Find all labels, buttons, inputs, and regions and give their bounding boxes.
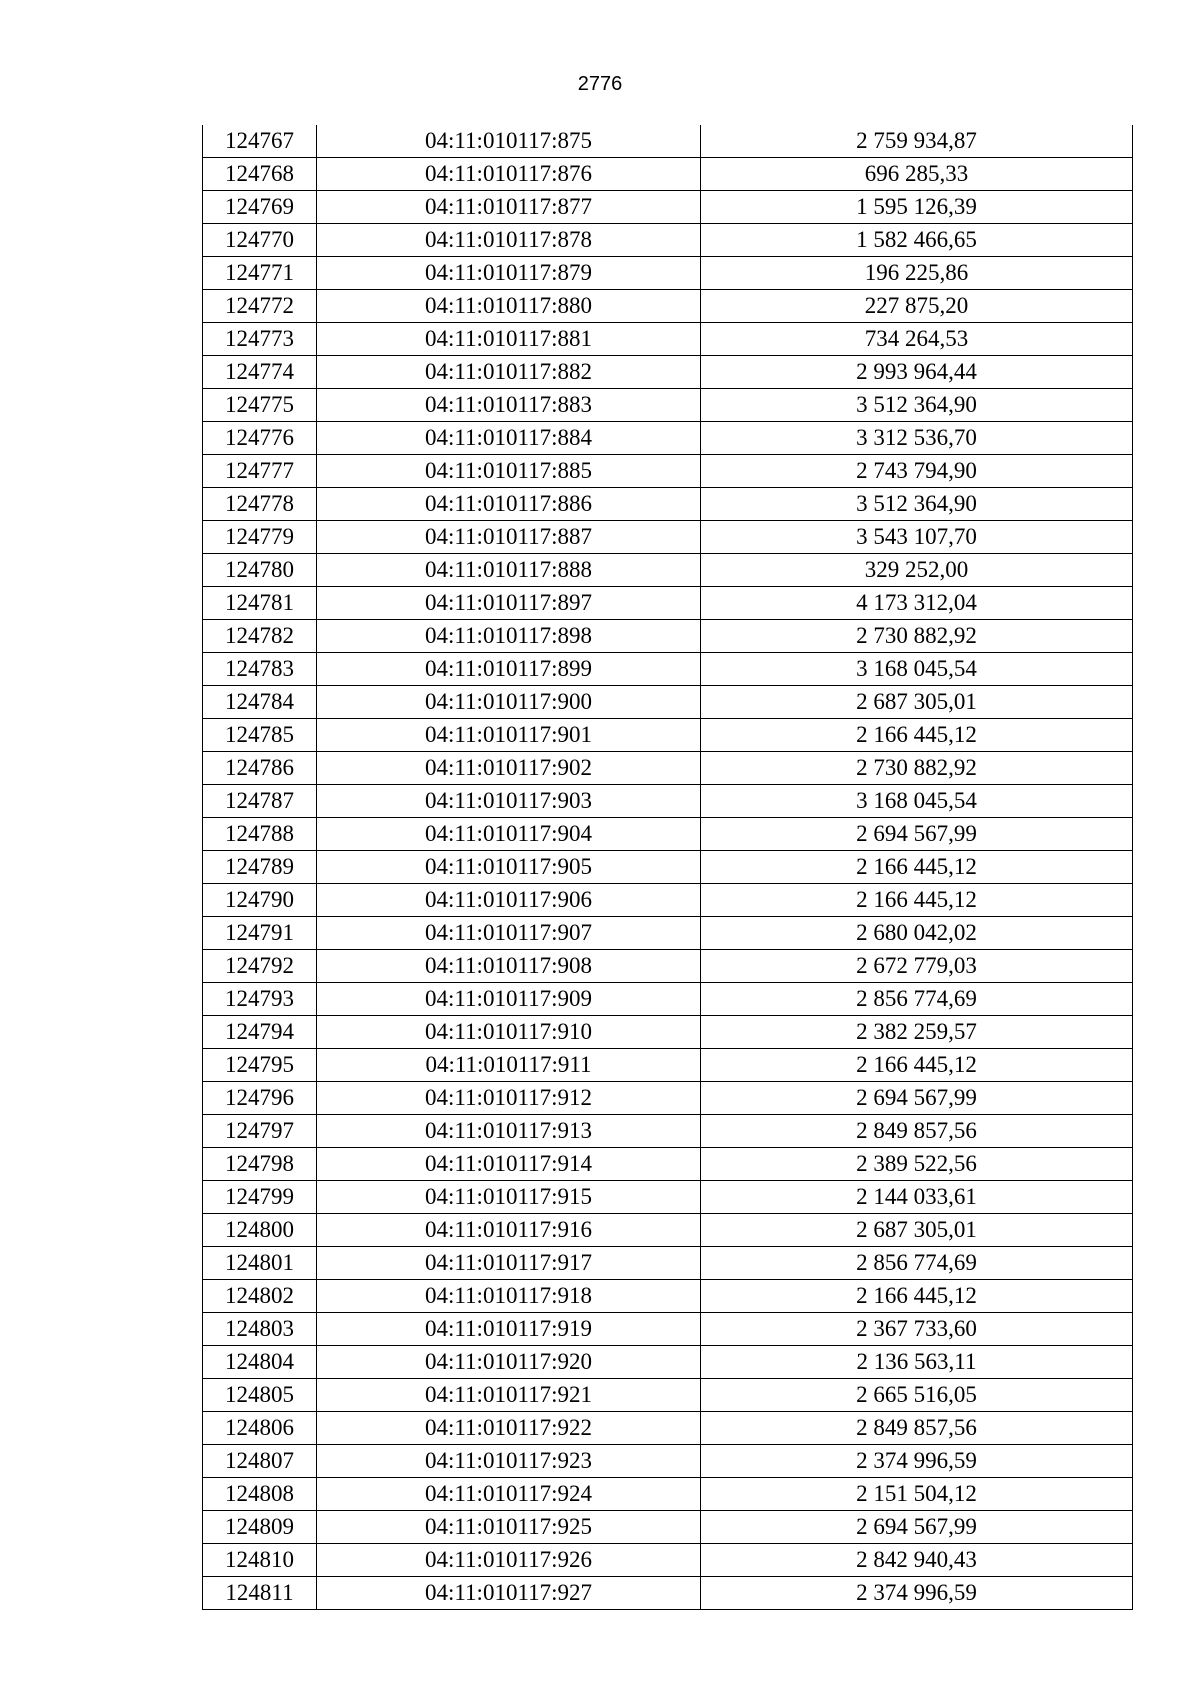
- cadastral-number-cell: 04:11:010117:924: [317, 1478, 701, 1511]
- value-cell: 1 582 466,65: [701, 224, 1133, 257]
- table-row: [203, 785, 1133, 818]
- table-row: [203, 1148, 1133, 1181]
- row-number-cell: 124785: [203, 719, 317, 752]
- value-cell: 2 665 516,05: [701, 1379, 1133, 1412]
- cadastral-number-cell: 04:11:010117:899: [317, 653, 701, 686]
- cadastral-number-cell: 04:11:010117:900: [317, 686, 701, 719]
- value-cell: 2 993 964,44: [701, 356, 1133, 389]
- table-row: [203, 1445, 1133, 1478]
- cadastral-number-cell: 04:11:010117:918: [317, 1280, 701, 1313]
- cadastral-number-cell: 04:11:010117:898: [317, 620, 701, 653]
- data-table: [202, 125, 1133, 1610]
- table-row: [203, 224, 1133, 257]
- value-cell: 2 759 934,87: [701, 125, 1133, 158]
- row-number-cell: 124779: [203, 521, 317, 554]
- value-cell: 2 382 259,57: [701, 1016, 1133, 1049]
- table-row: [203, 323, 1133, 356]
- cadastral-number-cell: 04:11:010117:897: [317, 587, 701, 620]
- cadastral-number-cell: 04:11:010117:881: [317, 323, 701, 356]
- table-row: [203, 1577, 1133, 1610]
- value-cell: 2 849 857,56: [701, 1412, 1133, 1445]
- value-cell: 2 374 996,59: [701, 1577, 1133, 1610]
- row-number-cell: 124796: [203, 1082, 317, 1115]
- row-number-cell: 124767: [203, 125, 317, 158]
- value-cell: 2 856 774,69: [701, 983, 1133, 1016]
- table-row: [203, 521, 1133, 554]
- row-number-cell: 124773: [203, 323, 317, 356]
- row-number-cell: 124809: [203, 1511, 317, 1544]
- row-number-cell: 124793: [203, 983, 317, 1016]
- row-number-cell: 124806: [203, 1412, 317, 1445]
- value-cell: 1 595 126,39: [701, 191, 1133, 224]
- row-number-cell: 124791: [203, 917, 317, 950]
- cadastral-number-cell: 04:11:010117:925: [317, 1511, 701, 1544]
- value-cell: 196 225,86: [701, 257, 1133, 290]
- value-cell: 2 856 774,69: [701, 1247, 1133, 1280]
- row-number-cell: 124804: [203, 1346, 317, 1379]
- table-row: [203, 554, 1133, 587]
- value-cell: 2 842 940,43: [701, 1544, 1133, 1577]
- row-number-cell: 124769: [203, 191, 317, 224]
- value-cell: 329 252,00: [701, 554, 1133, 587]
- page-number: 2776: [577, 73, 623, 95]
- cadastral-number-cell: 04:11:010117:906: [317, 884, 701, 917]
- value-cell: 3 168 045,54: [701, 785, 1133, 818]
- value-cell: 2 687 305,01: [701, 1214, 1133, 1247]
- table-row: [203, 1379, 1133, 1412]
- value-cell: 4 173 312,04: [701, 587, 1133, 620]
- table-row: [203, 1412, 1133, 1445]
- row-number-cell: 124781: [203, 587, 317, 620]
- row-number-cell: 124799: [203, 1181, 317, 1214]
- value-cell: 3 543 107,70: [701, 521, 1133, 554]
- table-row: [203, 290, 1133, 323]
- cadastral-number-cell: 04:11:010117:877: [317, 191, 701, 224]
- table-row: [203, 1478, 1133, 1511]
- row-number-cell: 124772: [203, 290, 317, 323]
- table-row: [203, 1511, 1133, 1544]
- table-row: [203, 191, 1133, 224]
- table-row: [203, 1016, 1133, 1049]
- cadastral-number-cell: 04:11:010117:901: [317, 719, 701, 752]
- value-cell: 3 512 364,90: [701, 389, 1133, 422]
- row-number-cell: 124802: [203, 1280, 317, 1313]
- table-row: [203, 1247, 1133, 1280]
- table-row: [203, 917, 1133, 950]
- row-number-cell: 124776: [203, 422, 317, 455]
- row-number-cell: 124801: [203, 1247, 317, 1280]
- cadastral-number-cell: 04:11:010117:911: [317, 1049, 701, 1082]
- table-row: [203, 620, 1133, 653]
- value-cell: 2 687 305,01: [701, 686, 1133, 719]
- cadastral-number-cell: 04:11:010117:880: [317, 290, 701, 323]
- cadastral-number-cell: 04:11:010117:917: [317, 1247, 701, 1280]
- table-row: [203, 1181, 1133, 1214]
- cadastral-number-cell: 04:11:010117:920: [317, 1346, 701, 1379]
- cadastral-number-cell: 04:11:010117:887: [317, 521, 701, 554]
- row-number-cell: 124768: [203, 158, 317, 191]
- cadastral-number-cell: 04:11:010117:922: [317, 1412, 701, 1445]
- value-cell: 3 168 045,54: [701, 653, 1133, 686]
- value-cell: 3 312 536,70: [701, 422, 1133, 455]
- value-cell: 2 694 567,99: [701, 1082, 1133, 1115]
- value-cell: 2 672 779,03: [701, 950, 1133, 983]
- cadastral-number-cell: 04:11:010117:884: [317, 422, 701, 455]
- table-row: [203, 158, 1133, 191]
- row-number-cell: 124792: [203, 950, 317, 983]
- row-number-cell: 124782: [203, 620, 317, 653]
- table-row: [203, 1082, 1133, 1115]
- value-cell: 2 694 567,99: [701, 818, 1133, 851]
- cadastral-number-cell: 04:11:010117:878: [317, 224, 701, 257]
- row-number-cell: 124783: [203, 653, 317, 686]
- row-number-cell: 124780: [203, 554, 317, 587]
- row-number-cell: 124770: [203, 224, 317, 257]
- table-row: [203, 1049, 1133, 1082]
- value-cell: 2 849 857,56: [701, 1115, 1133, 1148]
- row-number-cell: 124787: [203, 785, 317, 818]
- table-row: [203, 587, 1133, 620]
- cadastral-number-cell: 04:11:010117:882: [317, 356, 701, 389]
- row-number-cell: 124775: [203, 389, 317, 422]
- row-number-cell: 124805: [203, 1379, 317, 1412]
- row-number-cell: 124797: [203, 1115, 317, 1148]
- table-row: [203, 653, 1133, 686]
- cadastral-number-cell: 04:11:010117:915: [317, 1181, 701, 1214]
- cadastral-number-cell: 04:11:010117:919: [317, 1313, 701, 1346]
- value-cell: 3 512 364,90: [701, 488, 1133, 521]
- cadastral-number-cell: 04:11:010117:904: [317, 818, 701, 851]
- cadastral-number-cell: 04:11:010117:888: [317, 554, 701, 587]
- value-cell: 2 743 794,90: [701, 455, 1133, 488]
- cadastral-number-cell: 04:11:010117:923: [317, 1445, 701, 1478]
- cadastral-number-cell: 04:11:010117:875: [317, 125, 701, 158]
- value-cell: 2 166 445,12: [701, 1280, 1133, 1313]
- cadastral-number-cell: 04:11:010117:905: [317, 851, 701, 884]
- value-cell: 2 680 042,02: [701, 917, 1133, 950]
- cadastral-number-cell: 04:11:010117:885: [317, 455, 701, 488]
- table-row: [203, 1346, 1133, 1379]
- cadastral-number-cell: 04:11:010117:910: [317, 1016, 701, 1049]
- value-cell: 2 367 733,60: [701, 1313, 1133, 1346]
- table-row: [203, 488, 1133, 521]
- table-row: [203, 719, 1133, 752]
- table-row: [203, 422, 1133, 455]
- table-row: [203, 455, 1133, 488]
- cadastral-number-cell: 04:11:010117:914: [317, 1148, 701, 1181]
- table-row: [203, 125, 1133, 158]
- cadastral-number-cell: 04:11:010117:883: [317, 389, 701, 422]
- cadastral-number-cell: 04:11:010117:912: [317, 1082, 701, 1115]
- cadastral-number-cell: 04:11:010117:927: [317, 1577, 701, 1610]
- value-cell: 2 151 504,12: [701, 1478, 1133, 1511]
- cadastral-number-cell: 04:11:010117:903: [317, 785, 701, 818]
- value-cell: 2 166 445,12: [701, 719, 1133, 752]
- row-number-cell: 124771: [203, 257, 317, 290]
- cadastral-number-cell: 04:11:010117:879: [317, 257, 701, 290]
- cadastral-number-cell: 04:11:010117:907: [317, 917, 701, 950]
- cadastral-number-cell: 04:11:010117:916: [317, 1214, 701, 1247]
- table-row: [203, 1214, 1133, 1247]
- row-number-cell: 124778: [203, 488, 317, 521]
- table-row: [203, 356, 1133, 389]
- value-cell: 734 264,53: [701, 323, 1133, 356]
- row-number-cell: 124774: [203, 356, 317, 389]
- cadastral-number-cell: 04:11:010117:876: [317, 158, 701, 191]
- cadastral-number-cell: 04:11:010117:921: [317, 1379, 701, 1412]
- table-row: [203, 818, 1133, 851]
- row-number-cell: 124794: [203, 1016, 317, 1049]
- row-number-cell: 124808: [203, 1478, 317, 1511]
- row-number-cell: 124807: [203, 1445, 317, 1478]
- value-cell: 2 374 996,59: [701, 1445, 1133, 1478]
- table-row: [203, 1544, 1133, 1577]
- row-number-cell: 124800: [203, 1214, 317, 1247]
- table-row: [203, 1115, 1133, 1148]
- row-number-cell: 124811: [203, 1577, 317, 1610]
- row-number-cell: 124790: [203, 884, 317, 917]
- cadastral-number-cell: 04:11:010117:902: [317, 752, 701, 785]
- cadastral-number-cell: 04:11:010117:909: [317, 983, 701, 1016]
- row-number-cell: 124789: [203, 851, 317, 884]
- row-number-cell: 124795: [203, 1049, 317, 1082]
- value-cell: 2 730 882,92: [701, 620, 1133, 653]
- table-row: [203, 686, 1133, 719]
- value-cell: 2 694 567,99: [701, 1511, 1133, 1544]
- row-number-cell: 124786: [203, 752, 317, 785]
- value-cell: 2 166 445,12: [701, 851, 1133, 884]
- table-row: [203, 389, 1133, 422]
- value-cell: 2 136 563,11: [701, 1346, 1133, 1379]
- value-cell: 227 875,20: [701, 290, 1133, 323]
- value-cell: 2 144 033,61: [701, 1181, 1133, 1214]
- table-row: [203, 884, 1133, 917]
- row-number-cell: 124803: [203, 1313, 317, 1346]
- table-row: [203, 1313, 1133, 1346]
- row-number-cell: 124798: [203, 1148, 317, 1181]
- table-row: [203, 983, 1133, 1016]
- row-number-cell: 124784: [203, 686, 317, 719]
- table-row: [203, 257, 1133, 290]
- cadastral-number-cell: 04:11:010117:913: [317, 1115, 701, 1148]
- value-cell: 2 166 445,12: [701, 1049, 1133, 1082]
- cadastral-number-cell: 04:11:010117:886: [317, 488, 701, 521]
- table-row: [203, 851, 1133, 884]
- value-cell: 2 166 445,12: [701, 884, 1133, 917]
- cadastral-number-cell: 04:11:010117:926: [317, 1544, 701, 1577]
- table-row: [203, 950, 1133, 983]
- value-cell: 2 389 522,56: [701, 1148, 1133, 1181]
- row-number-cell: 124788: [203, 818, 317, 851]
- table-row: [203, 752, 1133, 785]
- row-number-cell: 124810: [203, 1544, 317, 1577]
- value-cell: 2 730 882,92: [701, 752, 1133, 785]
- table-row: [203, 1280, 1133, 1313]
- cadastral-number-cell: 04:11:010117:908: [317, 950, 701, 983]
- table-body: [203, 125, 1133, 1610]
- row-number-cell: 124777: [203, 455, 317, 488]
- value-cell: 696 285,33: [701, 158, 1133, 191]
